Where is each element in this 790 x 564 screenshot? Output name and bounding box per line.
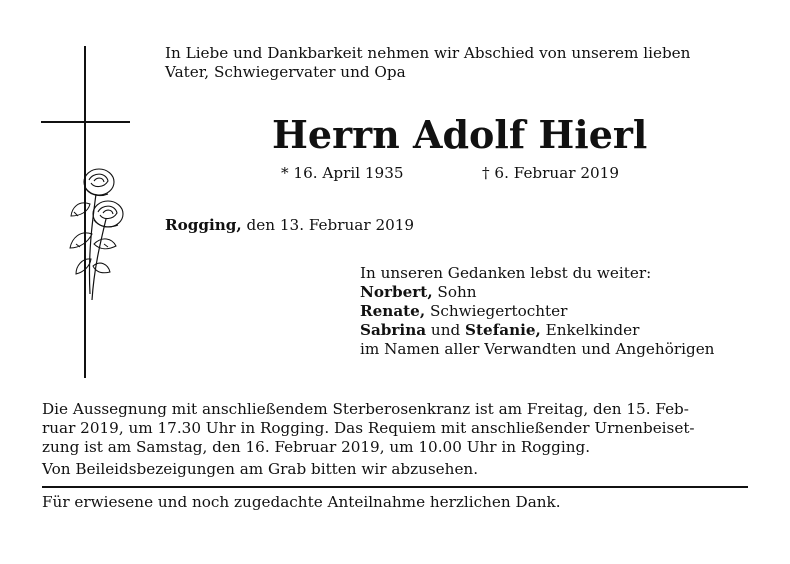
details-line: ruar 2019, um 17.30 Uhr in Rogging. Das Requiem mit anschließender Urnenbeiset- — [42, 419, 695, 437]
mourner-entry — [360, 283, 714, 302]
place-name: Rogging, — [165, 216, 242, 234]
details-line: Die Aussegnung mit anschließendem Sterberosenkranz ist am Freitag, den 15. Feb- — [42, 400, 689, 418]
place-date — [165, 216, 414, 235]
mourner-name: Stefanie, — [465, 321, 541, 339]
mourner-entry — [360, 321, 714, 340]
intro-line: In Liebe und Dankbarkeit nehmen wir Abschied von unserem lieben — [165, 44, 691, 62]
mourner-name: Sabrina — [360, 321, 427, 339]
thanks-text: Für erwiesene und noch zugedachte Anteilnahme herzlichen Dank. — [42, 493, 561, 511]
birth-date: * 16. April 1935 — [281, 164, 404, 182]
death-date: † 6. Februar 2019 — [482, 164, 619, 182]
intro-text — [165, 44, 690, 82]
notice-date: den 13. Februar 2019 — [241, 216, 415, 234]
mourner-entry — [360, 302, 714, 321]
details-line: zung ist am Samstag, den 16. Februar 2019, um 10.00 Uhr in Rogging. — [42, 438, 591, 456]
mourner-name: Norbert, — [360, 283, 433, 301]
ceremony-details — [42, 400, 754, 479]
mourner-connector: und — [426, 321, 466, 339]
mourner-role: Sohn — [432, 283, 477, 301]
mourners-heading: In unseren Gedanken lebst du weiter: — [360, 264, 652, 282]
mourners-block — [360, 264, 714, 359]
cross-with-roses-icon — [38, 44, 134, 380]
mourner-role: Enkelkinder — [540, 321, 640, 339]
intro-line: Vater, Schwiegervater und Opa — [165, 63, 406, 81]
divider — [42, 486, 748, 488]
mourner-name: Renate, — [360, 302, 426, 320]
deceased-name: Herrn Adolf Hierl — [272, 112, 648, 157]
mourners-closing: im Namen aller Verwandten und Angehörigen — [360, 340, 715, 358]
condolence-note: Von Beileidsbezeigungen am Grab bitten wir abzusehen. — [42, 460, 479, 478]
mourner-role: Schwiegertochter — [425, 302, 568, 320]
